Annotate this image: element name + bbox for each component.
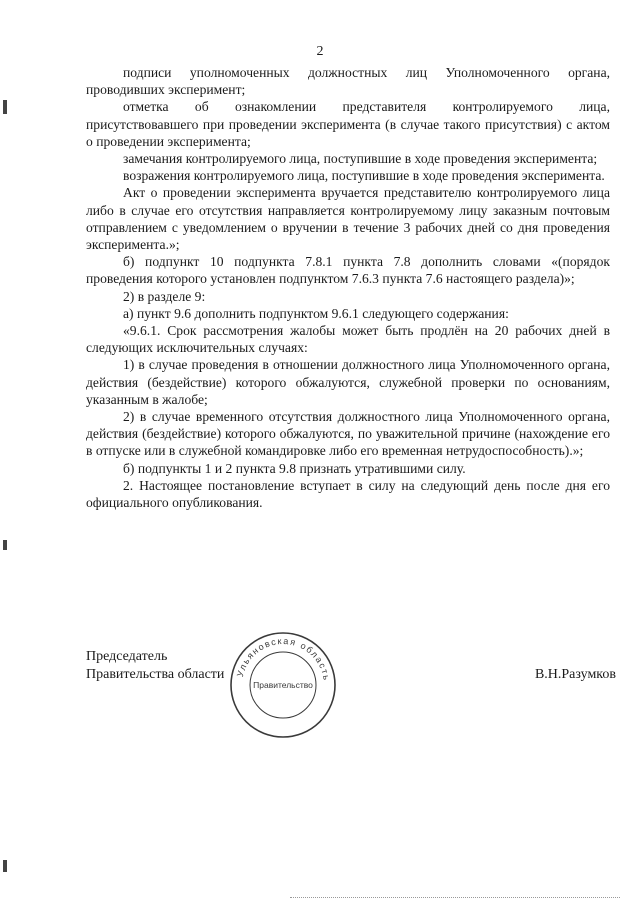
official-seal-stamp xyxy=(228,630,338,740)
signatory-title-line1: Председатель xyxy=(86,649,168,664)
paragraph: б) подпункты 1 и 2 пункта 9.8 признать утратившими силу. xyxy=(123,460,466,476)
signatory-title xyxy=(86,648,224,684)
paragraph: замечания контролируемого лица, поступившие в ходе проведения эксперимента; xyxy=(123,151,598,167)
paragraph: 2) в разделе 9: xyxy=(123,288,206,304)
paragraph: Акт о проведении эксперимента вручается представителю контролируемого лица либо в случае его отсутствия направляется контролируемому лицу заказным почтовым отправлением с уведомлением о вручении в течение 3 рабочих дней со дня проведения эксперимента.»; xyxy=(86,185,610,253)
signature-block xyxy=(86,635,616,748)
paragraph: возражения контролируемого лица, поступившие в ходе проведения эксперимента. xyxy=(123,168,605,184)
signatory-name: В.Н.Разумков xyxy=(534,667,616,682)
svg-text:Ульяновская область xyxy=(235,636,332,682)
scan-margin-mark xyxy=(3,860,7,872)
signatory-title-line2: Правительства области xyxy=(86,667,225,682)
paragraph: «9.6.1. Срок рассмотрения жалобы может быть продлён на 20 рабочих дней в следующих исключительных случаях: xyxy=(86,323,610,356)
seal-outer-text: Ульяновская область xyxy=(234,635,332,683)
paragraph: подписи уполномоченных должностных лиц Уполномоченного органа, проводивших эксперимент; xyxy=(86,65,610,98)
paragraph: 1) в случае проведения в отношении должностного лица Уполномоченного органа, действия (бездействие) которого обжалуются, служебной проверки по основаниям, указанным в жалобе; xyxy=(86,357,610,407)
paragraph: а) пункт 9.6 дополнить подпунктом 9.6.1 следующего содержания: xyxy=(123,305,509,321)
scan-margin-mark xyxy=(3,540,7,550)
scan-edge-noise xyxy=(290,897,620,901)
document-body xyxy=(86,64,610,511)
seal-center-text: Правительство xyxy=(253,680,313,690)
paragraph: 2. Настоящее постановление вступает в силу на следующий день после дня его официального опубликования. xyxy=(86,477,610,511)
scan-margin-mark xyxy=(3,100,7,114)
paragraph: отметка об ознакомлении представителя контролируемого лица, присутствовавшего при проведении эксперимента (в случае такого присутствия) с актом о проведении эксперимента; xyxy=(86,99,610,149)
paragraph: 2) в случае временного отсутствия должностного лица Уполномоченного органа, действия (бездействие) которого обжалуются, по уважительной причине (нахождение его в отпуске или в служебной командировке либо его временная нетрудоспособность).»; xyxy=(86,409,610,459)
paragraph: б) подпункт 10 подпункта 7.8.1 пункта 7.8 дополнить словами «(порядок проведения которого установлен подпунктом 7.6.3 пункта 7.6 настоящего раздела)»; xyxy=(86,254,610,287)
page-number: 2 xyxy=(316,44,324,59)
